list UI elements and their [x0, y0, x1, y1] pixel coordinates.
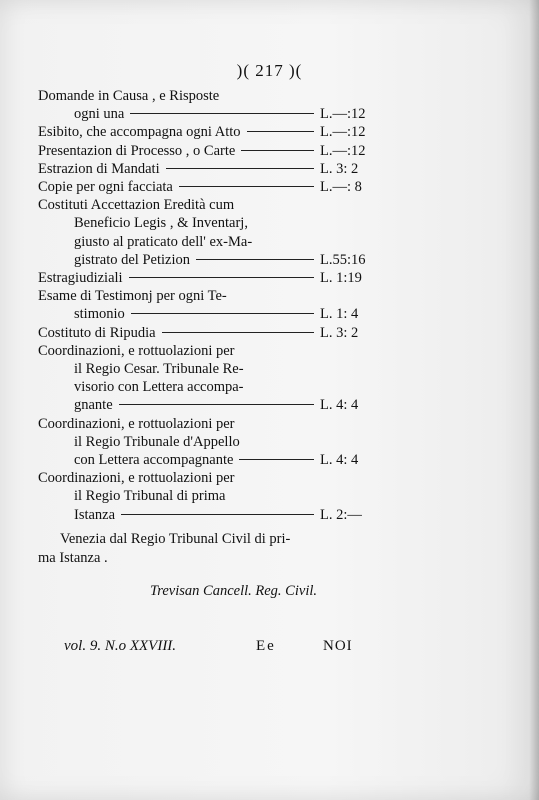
fee-entry-line: [38, 396, 378, 414]
fee-entry-line: [38, 196, 378, 214]
fee-entry-line: [38, 305, 378, 323]
fee-amount: L.—:12: [320, 124, 366, 141]
fee-description: giusto al praticato dell' ex-Ma-: [74, 233, 253, 250]
fee-entry-line: [38, 451, 378, 469]
fee-entry: [38, 178, 378, 196]
fee-entry: [38, 269, 378, 287]
page-edge-shadow: [529, 0, 539, 800]
fee-amount: L.—:12: [320, 142, 366, 159]
leader-rule: [121, 514, 314, 515]
fee-description: Coordinazioni, e rottuolazioni per: [38, 470, 235, 487]
leader-rule: [241, 150, 314, 151]
fee-entry: [38, 123, 378, 141]
fee-entry-line: [38, 433, 378, 451]
fee-entry-line: [38, 142, 378, 160]
fee-entry-line: [38, 105, 378, 123]
fee-entry: [38, 160, 378, 178]
fee-description: con Lettera accompagnante: [74, 452, 234, 469]
leader-rule: [179, 186, 314, 187]
fee-description: il Regio Cesar. Tribunale Re-: [74, 361, 244, 378]
fee-entry-line: [38, 233, 378, 251]
fee-description: gnante: [74, 397, 113, 414]
fee-description: Esibito, che accompagna ogni Atto: [38, 124, 241, 141]
fee-entry-line: [38, 178, 378, 196]
fee-description: Costituti Accettazion Eredità cum: [38, 197, 235, 214]
fee-description: Istanza: [74, 506, 116, 523]
fee-entry-line: [38, 123, 378, 141]
fee-entry-line: [38, 160, 378, 178]
fee-description: visorio con Lettera accompa-: [74, 379, 244, 396]
fee-entry-line: [38, 251, 378, 269]
fee-entry-line: [38, 378, 378, 396]
leader-rule: [162, 332, 314, 333]
leader-rule: [247, 131, 314, 132]
fee-amount: L. 1: 4: [320, 306, 359, 323]
leader-rule: [119, 404, 314, 405]
catchline: [64, 638, 364, 655]
fee-description: gistrato del Petizion: [74, 251, 190, 268]
fee-amount: L.—: 8: [320, 179, 362, 196]
fee-description: Presentazion di Processo , o Carte: [38, 142, 236, 159]
fee-amount: L. 4: 4: [320, 397, 359, 414]
fee-entry-line: [38, 360, 378, 378]
fee-description: Coordinazioni, e rottuolazioni per: [38, 415, 235, 432]
fee-amount: L. 1:19: [320, 270, 362, 287]
volume-number: vol. 9. N.o XXVIII.: [64, 638, 177, 654]
fee-description: il Regio Tribunale d'Appello: [74, 433, 240, 450]
signature-line: Trevisan Cancell. Reg. Civil.: [150, 583, 317, 599]
fee-entry: [38, 415, 378, 470]
fee-description: Costituto di Ripudia: [38, 324, 156, 341]
fee-amount: L. 3: 2: [320, 160, 359, 177]
fee-amount: L. 3: 2: [320, 324, 359, 341]
fee-entry: [38, 196, 378, 269]
fee-description: Estrazion di Mandati: [38, 160, 160, 177]
fee-description: Estragiudiziali: [38, 270, 123, 287]
fee-entry: [38, 324, 378, 342]
fee-description: Esame di Testimonj per ogni Te-: [38, 288, 227, 305]
leader-rule: [130, 113, 314, 114]
fee-description: ogni una: [74, 106, 125, 123]
leader-rule: [239, 459, 314, 460]
fee-entry: [38, 142, 378, 160]
fee-description: stimonio: [74, 306, 125, 323]
closing-line: ma Istanza .: [38, 550, 108, 566]
fee-entry: [38, 469, 378, 524]
page-number-header: )( 217 )(: [236, 61, 303, 80]
fee-entry-line: [38, 342, 378, 360]
catchword: NOI: [323, 638, 353, 654]
fee-amount: L.—:12: [320, 106, 366, 123]
closing-line: Venezia dal Regio Tribunal Civil di pri-: [60, 531, 291, 547]
fee-entry-line: [38, 469, 378, 487]
fee-entry: [38, 342, 378, 415]
fee-entry-line: [38, 287, 378, 305]
fee-entry-line: [38, 506, 378, 524]
fee-description: Domande in Causa , e Risposte: [38, 88, 220, 104]
fee-amount: L. 2:—: [320, 506, 362, 523]
fee-entry-line: [38, 415, 378, 433]
leader-rule: [196, 259, 314, 260]
fee-entry-line: [38, 214, 378, 232]
fee-entry: [38, 287, 378, 323]
fee-amount: L. 4: 4: [320, 452, 359, 469]
leader-rule: [129, 277, 314, 278]
leader-rule: [131, 313, 314, 314]
closing-paragraph: [38, 530, 388, 568]
fee-entry-line: [38, 487, 378, 505]
fee-description: Beneficio Legis , & Inventarj,: [74, 215, 248, 232]
signature-mark: Ee: [256, 638, 276, 654]
leader-rule: [166, 168, 314, 169]
fee-entry-line: [38, 324, 378, 342]
fee-description: Copie per ogni facciata: [38, 179, 173, 196]
fee-entry-line: [38, 87, 378, 105]
fee-amount: L.55:16: [320, 251, 366, 268]
fee-schedule: [38, 87, 378, 524]
fee-description: Coordinazioni, e rottuolazioni per: [38, 342, 235, 359]
fee-description: il Regio Tribunal di prima: [74, 488, 226, 505]
fee-entry-line: [38, 269, 378, 287]
fee-entry: [38, 87, 378, 123]
